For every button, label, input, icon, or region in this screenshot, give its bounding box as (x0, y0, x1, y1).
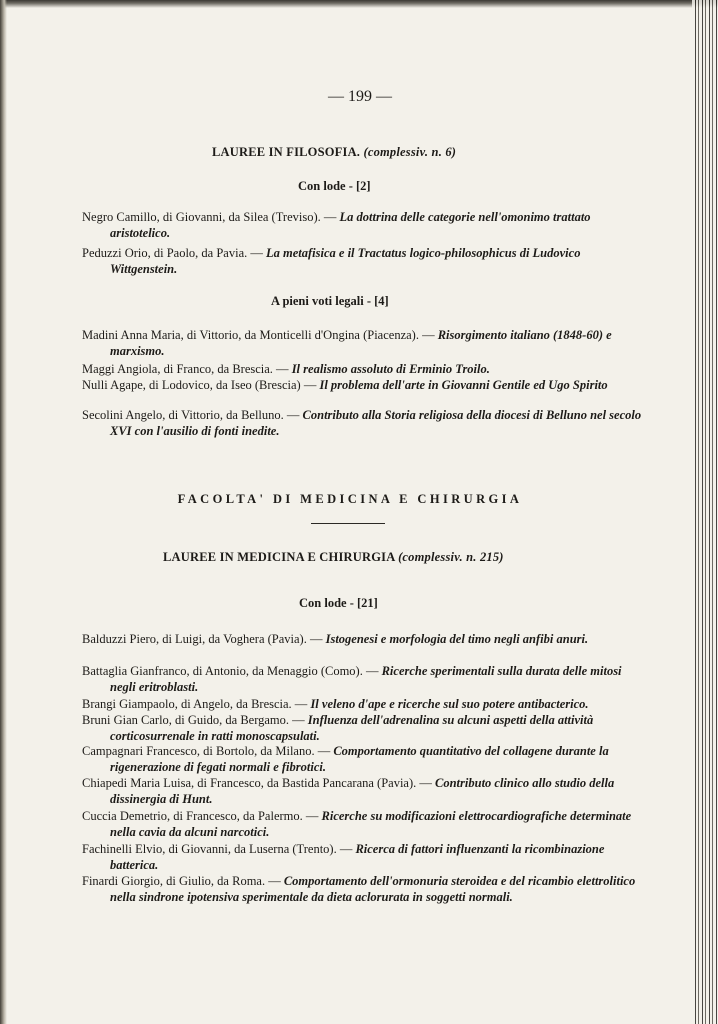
section-divider (311, 523, 385, 524)
list-item (82, 664, 650, 695)
entry-person: Cuccia Demetrio, di Francesco, da Palermo. — (82, 809, 319, 823)
entry-person: Fachinelli Elvio, di Giovanni, da Luserna (Trento). — (82, 842, 353, 856)
list-item (82, 744, 650, 775)
list-item (82, 697, 650, 713)
entry-person: Maggi Angiola, di Franco, da Brescia. — (82, 362, 289, 376)
entry-person: Finardi Giorgio, di Giulio, da Roma. — (82, 874, 281, 888)
entry-person: Madini Anna Maria, di Vittorio, da Monticelli d'Ongina (Piacenza). — (82, 328, 435, 342)
entry-thesis: Influenza dell'adrenalina su alcuni aspetti della attività corticosurrenale in ratti monoscapsulati. (110, 713, 594, 743)
entry-thesis: La dottrina delle categorie nell'omonimo trattato aristotelico. (110, 210, 591, 240)
entry-person: Balduzzi Piero, di Luigi, da Voghera (Pavia). — (82, 632, 323, 646)
scan-right-edge (692, 0, 718, 1024)
entry-thesis: Il veleno d'ape e ricerche sul suo potere antibacterico. (310, 697, 589, 711)
entry-thesis: Il realismo assoluto di Erminio Troilo. (291, 362, 490, 376)
entry-thesis: Ricerca di fattori influenzanti la ricombinazione batterica. (110, 842, 605, 872)
entry-person: Negro Camillo, di Giovanni, da Silea (Treviso). — (82, 210, 337, 224)
entry-thesis: Contributo alla Storia religiosa della diocesi di Belluno nel secolo XVI con l'ausilio di fonti inedite. (110, 408, 642, 438)
entry-thesis: Il problema dell'arte in Giovanni Gentile ed Ugo Spirito (319, 378, 608, 392)
entry-thesis: Comportamento quantitativo del collagene durante la rigenerazione di fegati normali e fibrotici. (110, 744, 609, 774)
list-item (82, 713, 650, 744)
entry-person: Campagnari Francesco, di Bortolo, da Milano. — (82, 744, 331, 758)
medicine-heading (163, 550, 504, 565)
entry-thesis: Contributo clinico allo studio della dissinergia di Hunt. (110, 776, 615, 806)
medicine-con-lode: Con lode - [21] (299, 596, 378, 610)
philosophy-con-lode: Con lode - [2] (298, 179, 371, 193)
faculty-title: FACOLTA' DI MEDICINA E CHIRURGIA (177, 492, 523, 506)
entry-person: Peduzzi Orio, di Paolo, da Pavia. — (82, 246, 263, 260)
entry-person: Secolini Angelo, di Vittorio, da Belluno. — (82, 408, 300, 422)
philosophy-heading-title: LAUREE IN FILOSOFIA. (212, 145, 361, 159)
list-item (82, 809, 650, 840)
entry-thesis: Comportamento dell'ormonuria steroidea e del ricambio elettrolitico nella sindrone ipotensiva sperimentale da dieta aclorurata in soggetti normali. (110, 874, 636, 904)
entry-thesis: Risorgimento italiano (1848-60) e marxismo. (110, 328, 612, 358)
medicine-heading-count: (complessiv. n. 215) (398, 550, 504, 564)
entry-thesis: La metafisica e il Tractatus logico-philosophicus di Ludovico Wittgenstein. (110, 246, 581, 276)
scan-left-edge (0, 0, 7, 1024)
entry-person: Chiapedi Maria Luisa, di Francesco, da Bastida Pancarana (Pavia). — (82, 776, 432, 790)
list-item (82, 246, 650, 277)
entry-thesis: Ricerche sperimentali sulla durata delle mitosi negli eritroblasti. (110, 664, 622, 694)
list-item (82, 632, 650, 648)
page-number: — 199 — (328, 88, 392, 105)
list-item (82, 328, 650, 359)
medicine-heading-title: LAUREE IN MEDICINA E CHIRURGIA (163, 550, 395, 564)
entry-person: Nulli Agape, di Lodovico, da Iseo (Brescia) — (82, 378, 317, 392)
entry-thesis: Istogenesi e morfologia del timo negli anfibi anuri. (325, 632, 589, 646)
entry-thesis: Ricerche su modificazioni elettrocardiografiche determinate nella cavia da alcuni narcotici. (110, 809, 632, 839)
list-item (82, 362, 650, 378)
list-item (82, 210, 650, 241)
philosophy-pieni-voti: A pieni voti legali - [4] (271, 294, 389, 308)
list-item (82, 776, 650, 807)
philosophy-heading (212, 145, 456, 160)
scan-top-edge (0, 0, 718, 8)
philosophy-heading-count: (complessiv. n. 6) (363, 145, 457, 159)
list-item (82, 378, 650, 394)
list-item (82, 408, 650, 439)
entry-person: Brangi Giampaolo, di Angelo, da Brescia. — (82, 697, 308, 711)
entry-person: Battaglia Gianfranco, di Antonio, da Menaggio (Como). — (82, 664, 379, 678)
list-item (82, 842, 650, 873)
list-item (82, 874, 650, 905)
entry-person: Bruni Gian Carlo, di Guido, da Bergamo. — (82, 713, 305, 727)
